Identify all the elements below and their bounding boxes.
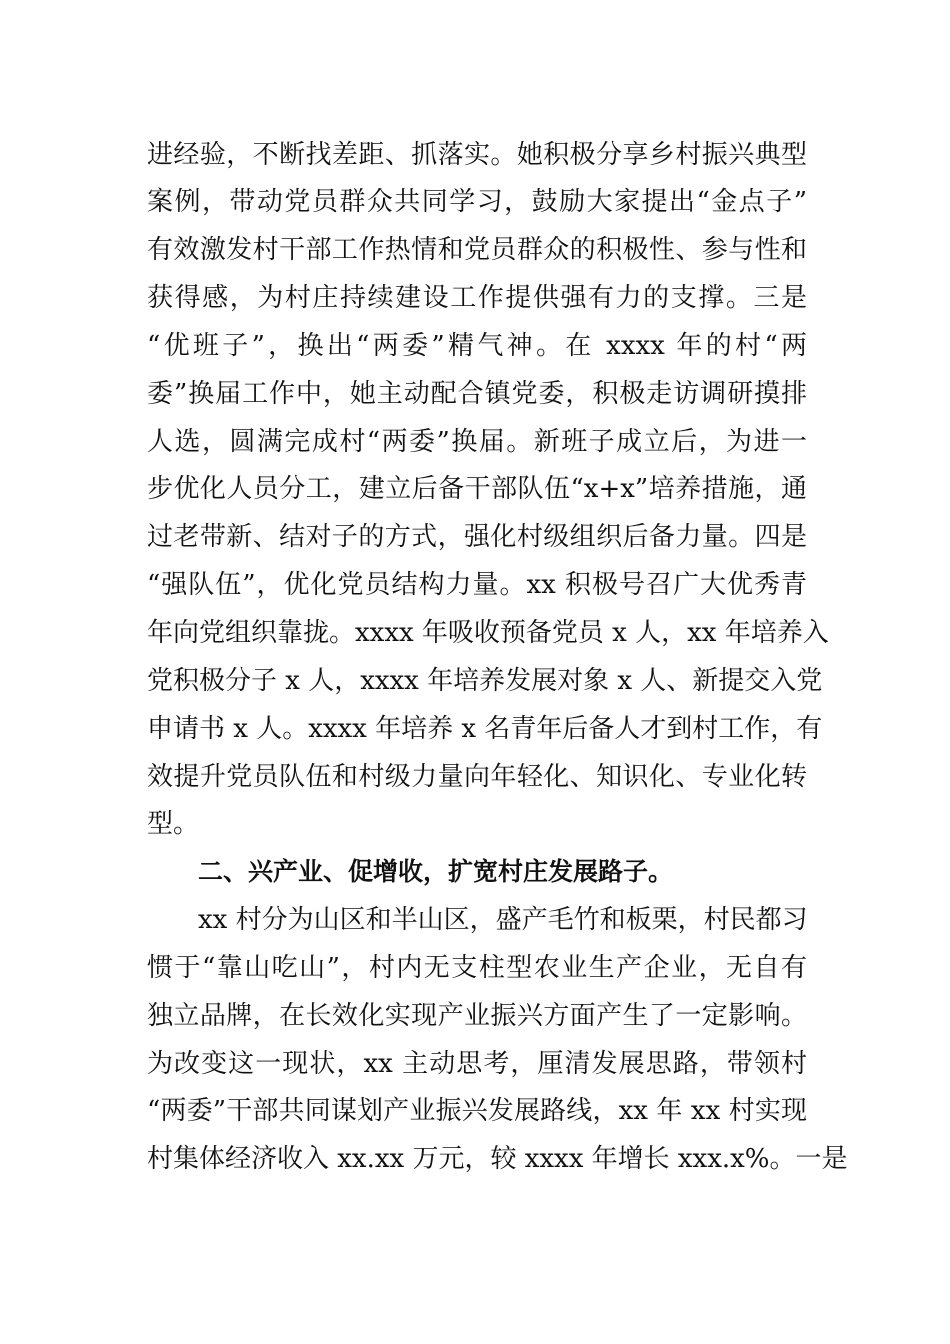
paragraph-line: 型。 [147, 809, 200, 839]
paragraph-line: 村集体经济收入 xx.xx 万元，较 xxxx 年增长 xxx.x%。一是 [147, 1144, 848, 1174]
paragraph-line: 进经验，不断找差距、抓落实。她积极分享乡村振兴典型 [147, 140, 807, 170]
paragraph-line: “优班子”，换出“两委”精气神。在 xxxx 年的村“两 [147, 331, 807, 361]
paragraph-line: 有效激发村干部工作热情和党员群众的积极性、参与性和 [147, 235, 807, 265]
paragraph-line: 年向党组织靠拢。xxxx 年吸收预备党员 x 人，xx 年培养入 [147, 618, 829, 648]
paragraph-line: 委”换届工作中，她主动配合镇党委，积极走访调研摸排 [147, 379, 807, 409]
paragraph-line: 惯于“靠山吃山”，村内无支柱型农业生产企业，无自有 [147, 953, 807, 983]
paragraph-line: 步优化人员分工，建立后备干部队伍“x+x”培养措施，通 [147, 474, 807, 504]
paragraph-line: 获得感，为村庄持续建设工作提供强有力的支撑。三是 [147, 283, 807, 313]
paragraph-line: 案例，带动党员群众共同学习，鼓励大家提出“金点子” [147, 187, 807, 217]
paragraph-line: 独立品牌，在长效化实现产业振兴方面产生了一定影响。 [147, 1001, 807, 1031]
paragraph-line: 效提升党员队伍和村级力量向年轻化、知识化、专业化转 [147, 762, 807, 792]
paragraph-line: xx 村分为山区和半山区，盛产毛竹和板栗，村民都习 [198, 905, 808, 935]
section-heading: 二、兴产业、促增收，扩宽村庄发展路子。 [198, 857, 674, 886]
paragraph-line: 申请书 x 人。xxxx 年培养 x 名青年后备人才到村工作，有 [147, 714, 823, 744]
paragraph-line: “两委”干部共同谋划产业振兴发展路线，xx 年 xx 村实现 [147, 1096, 807, 1126]
paragraph-line: 为改变这一现状，xx 主动思考，厘清发展思路，带领村 [147, 1049, 807, 1079]
paragraph-line: “强队伍”，优化党员结构力量。xx 积极号召广大优秀青 [147, 570, 807, 600]
paragraph-line: 人选，圆满完成村“两委”换届。新班子成立后，为进一 [147, 427, 807, 457]
paragraph-line: 过老带新、结对子的方式，强化村级组织后备力量。四是 [147, 522, 807, 552]
paragraph-line: 党积极分子 x 人，xxxx 年培养发展对象 x 人、新提交入党 [147, 666, 823, 696]
